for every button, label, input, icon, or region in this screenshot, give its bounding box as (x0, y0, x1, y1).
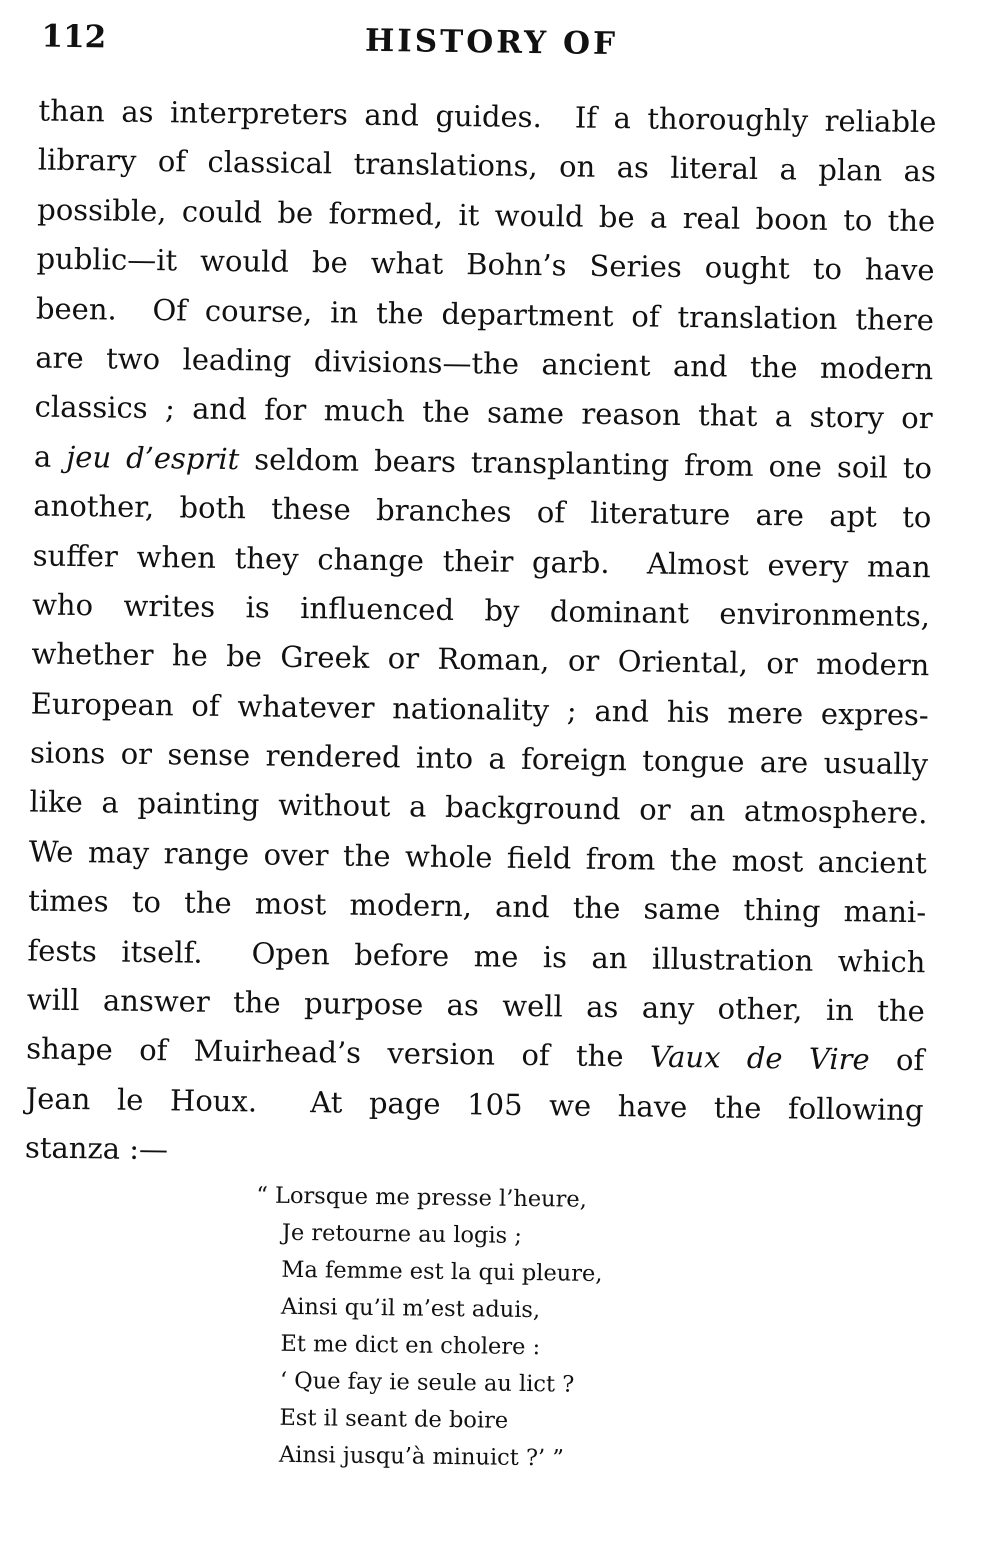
italic-phrase: jeu d’esprit (66, 439, 240, 476)
text-segment: been. Of course, in the department of translation there (35, 291, 935, 337)
text-segment: We may range over the whole field from the most ancient (28, 834, 928, 881)
text-segment: whether he be Greek or Roman, or Oriental, or modern (31, 636, 930, 683)
text-segment: library of classical translations, on as literal a plan as (37, 142, 937, 189)
stanza-line: “ Lorsque me presse l’heure, (256, 1182, 588, 1213)
text-segment: who writes is influenced by dominant environments, (31, 587, 931, 634)
text-segment: fests itself. Open before me is an illustration which (27, 933, 926, 979)
text-segment: European of whatever nationality ; and his mere expres- (30, 686, 929, 732)
stanza-line: Ainsi jusqu’à minuict ?’ ” (278, 1441, 564, 1472)
text-segment: of (869, 1042, 925, 1078)
running-title: HISTORY OF (364, 22, 619, 63)
text-segment: stanza :— (24, 1130, 169, 1167)
stanza-line: Et me dict en cholere : (280, 1330, 541, 1361)
text-segment: seldom bears transplanting from one soil to (239, 441, 933, 485)
text-segment: like a painting without a background or an atmosphere. (29, 784, 928, 831)
stanza-line: Est il seant de boire (279, 1404, 509, 1434)
italic-phrase: Vaux de Vire (649, 1040, 870, 1077)
stanza-line: ‘ Que fay ie seule au lict ? (279, 1367, 575, 1398)
page-number: 112 (41, 18, 107, 56)
text-segment: suffer when they change their garb. Almost every man (32, 537, 931, 584)
stanza-line: Ma femme est la qui pleure, (281, 1256, 603, 1287)
text-segment: times to the most modern, and the same thing mani- (27, 883, 927, 930)
body-text (25, 87, 937, 1185)
text-segment: a (33, 439, 67, 474)
text-segment: are two leading divisions—the ancient and the modern (35, 340, 934, 387)
text-segment: sions or sense rendered into a foreign tongue are usually (29, 735, 929, 782)
stanza-line: Je retourne au logis ; (281, 1219, 523, 1249)
text-segment: another, both these branches of literature are apt to (33, 488, 932, 535)
stanza-line: Ainsi qu’il m’est aduis, (280, 1293, 541, 1324)
text-segment: public—it would be what Bohn’s Series ought to have (36, 241, 935, 288)
text-segment: classics ; and for much the same reason that a story or (34, 389, 933, 436)
text-segment: than as interpreters and guides. If a thoroughly reliable (38, 93, 937, 140)
text-segment: Jean le Houx. At page 105 we have the following (25, 1081, 924, 1127)
text-segment: possible, could be formed, it would be a real boon to the (37, 192, 936, 239)
quoted-stanza (253, 1177, 604, 1478)
text-segment: will answer the purpose as well as any other, in the (26, 982, 926, 1029)
text-segment: shape of Muirhead’s version of the (26, 1031, 651, 1075)
page-header (41, 19, 941, 75)
